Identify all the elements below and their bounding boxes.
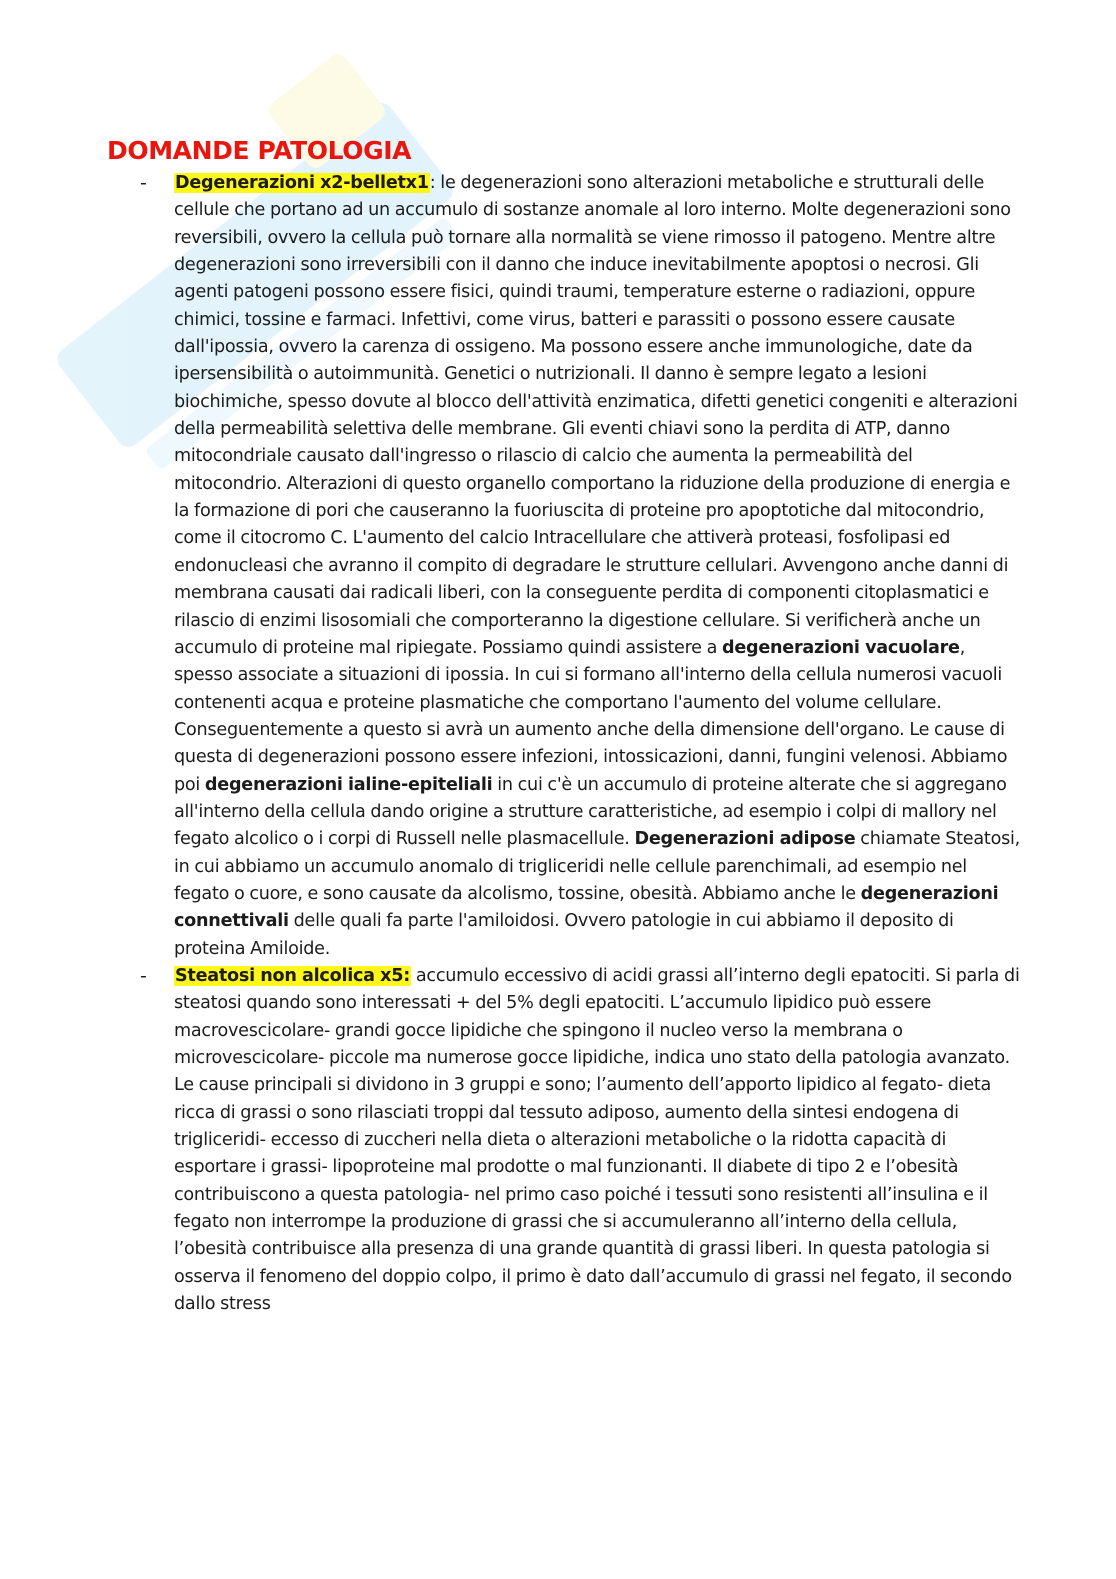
question-text xyxy=(174,963,1024,1318)
text-segment: delle quali fa parte l'amiloidosi. Ovvero patologie in cui abbiamo il deposito di proteina Amiloide. xyxy=(174,911,954,959)
text-segment: , spesso associate a situazioni di ipossia. In cui si formano all'interno della cellula numerosi vacuoli contenenti acqua e proteine plasmatiche che comportano l'aumento del volume cellulare. Conseguentemente a questo si avrà un aumento anche della dimensione dell'organo. Le cause di questa di degenerazioni possono essere infezioni, intossicazioni, danni, fungini velenosi. Abbiamo poi xyxy=(174,637,1008,795)
bold-term: Degenerazioni adipose xyxy=(634,829,856,850)
bold-term: degenerazioni vacuolare xyxy=(721,637,960,658)
question-item xyxy=(0,170,1116,963)
bold-term: degenerazioni connettivali xyxy=(174,883,999,932)
list-bullet: - xyxy=(140,964,147,987)
list-bullet: - xyxy=(140,172,147,194)
text-segment: : le degenerazioni sono alterazioni metaboliche e strutturali delle cellule che portano ad un accumulo di sostanze anomale al loro interno. Molte degenerazioni sono reversibili, ovvero la cellula può tornare alla normalità se viene rimosso il patogeno. Mentre altre degenerazioni sono irreversibili con il danno che induce inevitabilmente apoptosi o necrosi. Gli agenti patogeni possono essere fisici, quindi traumi, temperature esterne o radiazioni, oppure chimici, tossine e farmaci. Infettivi, come virus, batteri e parassiti o possono essere causate dall'ipossia, ovvero la carenza di ossigeno. Ma possono essere anche immunologiche, date da ipersensibilità o autoimmunità. Genetici o nutrizionali. Il danno è sempre legato a lesioni biochimiche, spesso dovute al blocco dell'attività enzimatica, difetti genetici congeniti e alterazioni della permeabilità selettiva delle membrane. Gli eventi chiavi sono la perdita di ATP, danno mitocondriale causato dall'ingresso o rilascio di calcio che aumenta la permeabilità del mitocondrio. Alterazioni di questo organello comportano la riduzione della produzione di energia e la formazione di pori che causeranno la fuoriuscita di proteine pro apoptotiche dal mitocondrio, come il citocromo C. L'aumento del calcio Intracellulare che attiverà proteasi, fosfolipasi ed endonucleasi che avranno il compito di degradare le strutture cellulari. Avvengono anche danni di membrana causati dai radicali liberi, con la conseguente perdita di componenti citoplasmatici e rilascio di enzimi lisosomiali che comporteranno la digestione cellulare. Si verificherà anche un accumulo di proteine mal ripiegate. Possiamo quindi assistere a xyxy=(174,173,1018,658)
text-segment: in cui c'è un accumulo di proteine alterate che si aggregano all'interno della cellula dando origine a strutture caratteristiche, ad esempio i colpi di mallory nel fegato alcolico o i corpi di Russell nelle plasmacellule. xyxy=(174,774,1007,850)
question-list xyxy=(0,170,1116,1318)
question-item xyxy=(0,963,1116,1318)
bold-term: degenerazioni ialine-epiteliali xyxy=(204,774,493,795)
text-segment: chiamate Steatosi, in cui abbiamo un accumulo anomalo di trigliceridi nelle cellule parenchimali, ad esempio nel fegato o cuore, e sono causate da alcolismo, tossine, obesità. Abbiamo anche le xyxy=(174,829,1020,904)
question-heading: Steatosi non alcolica x5: xyxy=(175,965,411,986)
question-heading: Degenerazioni x2-belletx1 xyxy=(175,173,429,193)
question-text xyxy=(174,170,1024,963)
text-segment: accumulo eccessivo di acidi grassi all’interno degli epatociti. Si parla di steatosi quando sono interessati + del 5% degli epatociti. L’accumulo lipidico può essere macrovescicolare- grandi gocce lipidiche che spingono il nucleo verso la membrana o microvescicolare- piccole ma numerose gocce lipidiche, indica uno stato della patologia avanzato. Le cause principali si dividono in 3 gruppi e sono; l’aumento dell’apporto lipidico al fegato- dieta ricca di grassi o sono rilasciati troppi dal tessuto adiposo, aumento della sintesi endogena di trigliceridi- eccesso di zuccheri nella dieta o alterazioni metaboliche o la ridotta capacità di esportare i grassi- lipoproteine mal prodotte o mal funzionanti. Il diabete di tipo 2 e l’obesità contribuiscono a questa patologia- nel primo caso poiché i tessuti sono resistenti all’insulina e il fegato non interrompe la produzione di grassi che si accumuleranno all’interno della cellula, l’obesità contribuisce alla presenza di una grande quantità di grassi liberi. In questa patologia si osserva il fenomeno del doppio colpo, il primo è dato dall’accumulo di grassi nel fegato, il secondo dallo stress xyxy=(174,965,1020,1315)
document-title: DOMANDE PATOLOGIA xyxy=(107,136,412,165)
